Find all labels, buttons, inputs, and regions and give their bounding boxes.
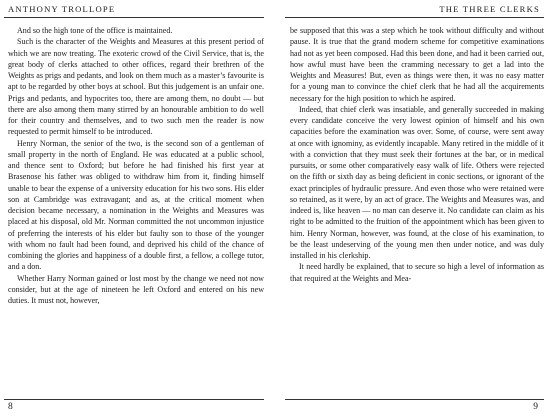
page-number: 9	[533, 402, 538, 412]
paragraph: It need hardly be explained, that to secure so high a level of information as that required at the Weights and Mea-	[290, 262, 544, 283]
body-text	[8, 25, 264, 306]
page-number: 8	[8, 402, 13, 412]
running-head-title: THE THREE CLERKS	[439, 4, 540, 14]
footer-rule	[4, 399, 264, 400]
left-page	[0, 0, 270, 418]
paragraph: Indeed, that chief clerk was insatiable, and generally succeeded in making every candidate conceive the very lowest opinion of himself and his own capacities before the examination was over. Some, of course, were sent away at once with ignominy, as evidently incapable. Many retired in the middle of it with a conviction that they must seek their fortunes at the bar, or in medical pursuits, or some other comparatively easy walk of life. Others were rejected on the fifth or sixth day as being deficient in conic sections, or ignorant of the exact principles of hydraulic pressure. And even those who were retained were so retained, as it were, by an act of grace. The Weights and Measures was, and indeed is, like heaven — no man can deserve it. No candidate can claim as his right to be admitted to the fruition of the appointment which has been given to him. Henry Norman, however, was found, at the close of his examination, to be the least undeserving of the young men then under notice, and was duly installed in his clerkship.	[290, 104, 544, 260]
running-head-author: ANTHONY TROLLOPE	[8, 4, 116, 14]
header-rule	[4, 17, 264, 18]
paragraph: Whether Harry Norman gained or lost most by the change we need not now consider, but at the age of nineteen he left Oxford and entered on his new duties. It must not, however,	[8, 273, 264, 305]
body-text	[290, 25, 544, 284]
paragraph: And so the high tone of the office is maintained.	[17, 26, 173, 35]
paragraph: Henry Norman, the senior of the two, is the second son of a gentleman of small property in the north of England. He was educated at a public school, and thence sent to Oxford; but before he had finished his first year at Brasenose his father was obliged to withdraw him from it, finding himself unable to bear the expense of a university education for his two sons. His elder son at Cambridge was extravagant; and as, at the critical moment when decision became necessary, a nomination in the Weights and Measures was placed at his disposal, old Mr. Norman committed the not uncommon injustice of preferring the interests of his elder but faulty son to those of the younger with whom no fault had been found, and deprived his child of the chance of combining the glories and happiness of a double first, a fellow, a college tutor, and a don.	[8, 138, 264, 272]
header-rule	[285, 17, 544, 18]
right-page	[281, 0, 550, 418]
paragraph: be supposed that this was a step which he took without difficulty and without pause. It is true that the grand modern scheme for competitive examinations had not as yet been composed. Had this been done, and had it been carried out, how awful must have been the cramming necessary to get a lad into the Weights and Measures! But, even as things were then, it was no easy matter for a young man to convince the chief clerk that he had all the acquirements necessary for the high position to which he aspired.	[290, 26, 544, 103]
paragraph: Such is the character of the Weights and Measures at this present period of which we are now treating. The exoteric crowd of the Civil Service, that is, the great body of clerks attached to other offices, regard their brethren of the Weights as prigs and pedants, and look on them much as a master’s favourite is apt to be regarded by other boys at school. But this judgement is an unfair one. Prigs and pedants, and hypocrites too, there are among them, no doubt — but there are also among them many stirred by an honourable ambition to do well for their country and themselves, and to two such men the reader is now requested to permit himself to be introduced.	[8, 37, 264, 137]
footer-rule	[285, 399, 544, 400]
